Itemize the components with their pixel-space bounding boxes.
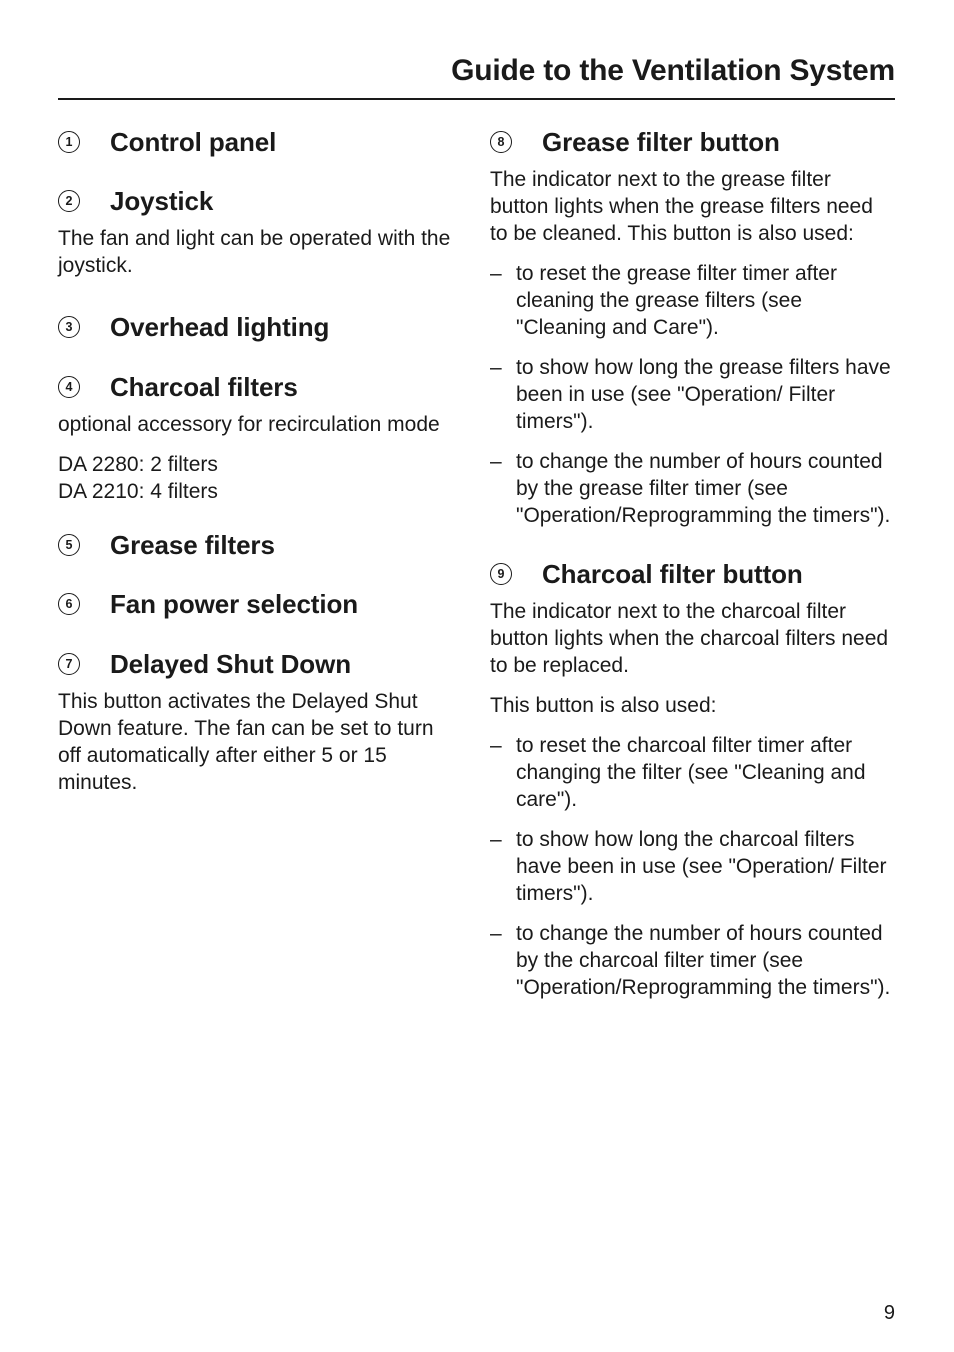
charcoal-filters-description: optional accessory for recirculation mode [58,413,440,436]
circled-number-6-icon: 6 [58,593,80,615]
heading-overhead-lighting [58,309,458,345]
dash-bullet: – [490,356,502,379]
heading-text: Control panel [110,127,277,157]
dash-bullet: – [490,922,502,945]
charcoal-filter-button-description: The indicator next to the charcoal filter button lights when the charcoal filters need to be replaced. [490,600,889,677]
circled-number-9-icon: 9 [490,563,512,585]
charcoal-filter-button-uses [490,732,895,1001]
list-item [490,732,895,813]
heading-fan-power-selection [58,586,458,622]
list-item [490,354,895,435]
joystick-description: The fan and light can be operated with the joystick. [58,227,451,277]
filter-count-da2280: DA 2280: 2 filters [58,453,218,476]
list-item [490,260,895,341]
circled-number-8-icon: 8 [490,131,512,153]
dash-bullet: – [490,262,502,285]
heading-charcoal-filter-button [490,556,895,592]
circled-number-1-icon: 1 [58,131,80,153]
grease-filter-button-description: The indicator next to the grease filter button lights when the grease filters need to be cleaned. This button is also used: [490,168,873,245]
heading-charcoal-filters [58,369,458,405]
heading-text: Overhead lighting [110,312,330,342]
grease-filter-button-uses [490,260,895,529]
list-item-text: to change the number of hours counted by the charcoal filter timer (see "Operation/Reprogramming the timers"). [516,922,891,999]
circled-number-7-icon: 7 [58,653,80,675]
list-item [490,448,895,529]
page-title: Guide to the Ventilation System [451,54,895,87]
heading-text: Grease filters [110,530,275,560]
list-item-text: to reset the grease filter timer after cleaning the grease filters (see "Cleaning and Care"). [516,262,837,339]
heading-text: Fan power selection [110,589,359,619]
dash-bullet: – [490,828,502,851]
heading-grease-filters [58,527,458,563]
page-number: 9 [883,1302,895,1324]
heading-text: Charcoal filter button [542,559,803,589]
heading-text: Joystick [110,186,214,216]
heading-text: Grease filter button [542,127,780,157]
list-item-text: to show how long the charcoal filters have been in use (see "Operation/ Filter timers"). [516,828,887,905]
filter-count-da2210: DA 2210: 4 filters [58,480,218,503]
list-item [490,920,895,1001]
list-item [490,826,895,907]
dash-bullet: – [490,450,502,473]
dash-bullet: – [490,734,502,757]
heading-control-panel [58,124,458,160]
left-column [58,124,458,796]
heading-text: Delayed Shut Down [110,649,351,679]
charcoal-filter-button-also-used: This button is also used: [490,694,717,717]
heading-joystick [58,183,458,219]
circled-number-3-icon: 3 [58,316,80,338]
heading-delayed-shut-down [58,646,458,682]
header-divider [58,98,895,100]
right-column [490,124,895,1001]
circled-number-5-icon: 5 [58,534,80,556]
delayed-shut-down-description: This button activates the Delayed Shut Down feature. The fan can be set to turn off automatically after either 5 or 15 minutes. [58,690,434,794]
circled-number-4-icon: 4 [58,376,80,398]
list-item-text: to show how long the grease filters have been in use (see "Operation/ Filter timers"). [516,356,891,433]
heading-text: Charcoal filters [110,372,298,402]
circled-number-2-icon: 2 [58,190,80,212]
heading-grease-filter-button [490,124,895,160]
list-item-text: to change the number of hours counted by the grease filter timer (see "Operation/Reprogramming the timers"). [516,450,891,527]
list-item-text: to reset the charcoal filter timer after changing the filter (see "Cleaning and care"). [516,734,866,811]
